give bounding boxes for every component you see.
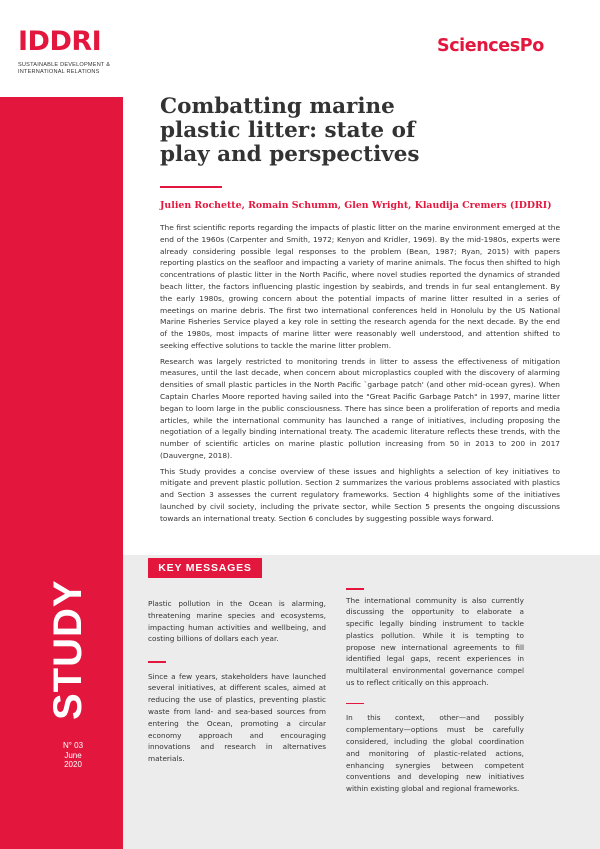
issue-month: June: [64, 750, 82, 760]
title-divider: [160, 186, 222, 188]
iddri-logo: IDDRI: [18, 26, 102, 57]
key-message-item: [148, 661, 326, 765]
key-message-text: Plastic pollution in the Ocean is alarming, threatening marine species and ecosystems, impacting human activities and wellbeing, and costing billions of dollars each year.: [148, 599, 326, 644]
key-message-item: [346, 703, 524, 795]
intro-paragraph-1: The first scientific reports regarding the impacts of plastic litter on the marine environment emerged at the end of the 1960s (Carpenter and Smith, 1972; Kenyon and Kridler, 1969). By the mid-1980s, experts were already considering possible legal responses to the problem (Bean, 1987; Ryan, 2015) with papers reporting plastics on the seafloor and impacting a variety of marine animals. The focus then shifted to high concentrations of plastic litter in the North Pacific, where novel studies reported the dynamics of stranded beach litter, the factors influencing plastic ingestion by seabirds, and trends in fur seal entanglement. By the early 1980s, growing concern about the potential impacts of marine litter resulted in a series of meetings on marine debris. The first two international conferences held in Honolulu by the US National Marine Fisheries Service played a key role in setting the research agenda for the next decade. By the end of the 1980s, most impacts of marine litter were reasonably well understood, and attention shifted to seeking effective solutions to tackle the marine litter problem.: [160, 223, 560, 350]
introduction-text: [160, 222, 560, 528]
key-message-text: The international community is also currently discussing the opportunity to elaborate a specific legally binding instrument to tackle plastics pollution. While it is tempting to propose new international agreements to fill identified legal gaps, recent experiences in multilateral environmental governance compel us to reflect critically on this approach.: [346, 595, 524, 688]
iddri-tagline: [18, 62, 110, 76]
issue-info: [50, 741, 96, 770]
issue-number: N° 03: [62, 741, 84, 750]
key-messages-right-column: [346, 588, 524, 804]
iddri-tagline-line2: INTERNATIONAL RELATIONS: [18, 69, 100, 75]
key-message-item: [148, 598, 326, 645]
authors-line: Julien Rochette, Romain Schumm, Glen Wright, Klaudija Cremers (IDDRI): [160, 200, 552, 211]
iddri-logo-area: [0, 0, 123, 97]
key-message-text: In this context, other—and possibly complementary—options must be carefully considered, including the global coordination and monitoring of plastic-related actions, enhancing synergies between competent conventions and developing new initiatives within existing global and regional frameworks.: [346, 713, 524, 794]
key-messages-heading: KEY MESSAGES: [148, 558, 262, 578]
issue-year: 2020: [64, 760, 82, 770]
key-message-divider: [148, 661, 166, 663]
sciencespo-logo: SciencesPo: [437, 36, 544, 56]
publication-type-label: STUDY: [46, 579, 90, 720]
page-title: Combatting marine plastic litter: state of play and perspectives: [160, 94, 420, 167]
key-message-divider: [346, 703, 364, 705]
key-message-item: [346, 588, 524, 689]
key-messages-left-column: [148, 598, 326, 774]
key-message-divider: [346, 588, 364, 590]
intro-paragraph-2: Research was largely restricted to monitoring trends in litter to assess the effectiveness of mitigation measures, until the last decade, when concern about microplastics coupled with the discovery of alarming densities of small plastic particles in the North Pacific `garbage patch' (and other mid-ocean gyres). When Captain Charles Moore reported having sailed into the "Great Pacific Garbage Patch" in 1997, marine litter began to loom large in the public consciousness. There has since been a proliferation of reports and media articles, while the international community has launched a range of initiatives, including proposing the negotiation of a legally binding international treaty. The academic literature reflects these trends, with the number of scientific articles on marine plastic pollution increasing from 50 in 2013 to 200 in 2017 (Dauvergne, 2018).: [160, 356, 560, 460]
intro-paragraph-3: This Study provides a concise overview of these issues and highlights a selection of key initiatives to mitigate and prevent plastic pollution. Section 2 summarizes the various problems associated with plastics and Section 3 assesses the current regulatory frameworks. Section 4 highlights some of the initiatives launched by civil society, including the private sector, while Section 5 presents the ongoing discussions towards an international treaty. Section 6 concludes by suggesting possible ways forward.: [160, 466, 560, 523]
red-sidebar: [0, 97, 123, 849]
iddri-tagline-line1: SUSTAINABLE DEVELOPMENT &: [18, 62, 111, 68]
key-message-text: Since a few years, stakeholders have launched several initiatives, at different scales, aimed at reducing the use of plastics, preventing plastic waste from land- and sea-based sources from entering the Ocean, promoting a circular economy approach and encouraging innovations and research in alternatives materials.: [148, 671, 326, 764]
